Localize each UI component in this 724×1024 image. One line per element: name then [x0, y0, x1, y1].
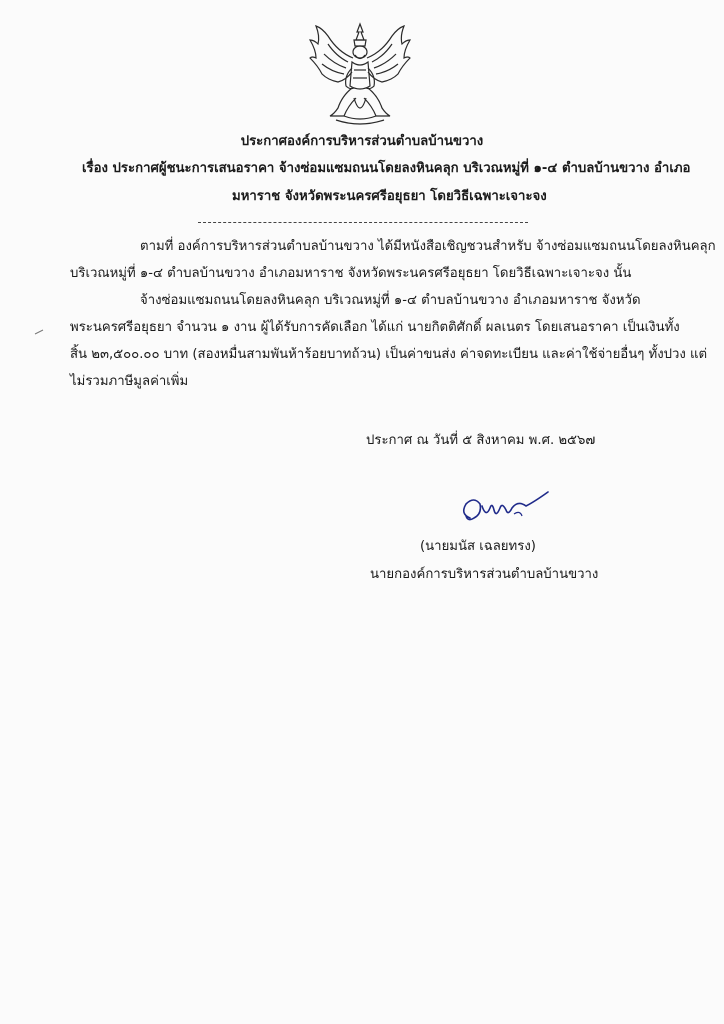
paragraph-2-line-4: ไม่รวมภาษีมูลค่าเพิ่ม: [70, 374, 189, 389]
subject-line-2: มหาราช จังหวัดพระนครศรีอยุธยา โดยวิธีเฉพาะเจาะจง: [232, 189, 547, 204]
paragraph-1-line-2: บริเวณหมู่ที่ ๑-๔ ตำบลบ้านขวาง อำเภอมหาราช จังหวัดพระนครศรีอยุธยา โดยวิธีเฉพาะเจาะจง นั้น: [70, 266, 632, 281]
organization-title: ประกาศองค์การบริหารส่วนตำบลบ้านขวาง: [240, 134, 484, 149]
separator-dashed-line: [198, 222, 528, 223]
paragraph-2-line-3: สิ้น ๒๓,๕๐๐.๐๐ บาท (สองหมื่นสามพันห้าร้อยบาทถ้วน) เป็นค่าขนส่ง ค่าจดทะเบียน และค่าใช้จ่ายอื่นๆ ทั้งปวง แต่: [70, 347, 708, 362]
paragraph-2-line-2: พระนครศรีอยุธยา จำนวน ๑ งาน ผู้ได้รับการคัดเลือก ได้แก่ นายกิตติศักดิ์ ผลเนตร โดยเสนอราคา เป็นเงินทั้ง: [70, 320, 680, 335]
subject-line-1: เรื่อง ประกาศผู้ชนะการเสนอราคา จ้างซ่อมแซมถนนโดยลงหินคลุก บริเวณหมู่ที่ ๑-๔ ตำบลบ้านขวาง อำเภอ: [82, 161, 691, 176]
margin-mark-icon: [34, 328, 44, 336]
signer-name: (นายมนัส เฉลยทรง): [420, 539, 536, 554]
paragraph-2-line-1: จ้างซ่อมแซมถนนโดยลงหินคลุก บริเวณหมู่ที่ ๑-๔ ตำบลบ้านขวาง อำเภอมหาราช จังหวัด: [140, 293, 641, 308]
announcement-date: ประกาศ ณ วันที่ ๕ สิงหาคม พ.ศ. ๒๕๖๗: [366, 433, 596, 448]
signer-title: นายกองค์การบริหารส่วนตำบลบ้านขวาง: [370, 567, 599, 582]
handwritten-signature-icon: [456, 488, 556, 530]
garuda-emblem-icon: [308, 22, 412, 128]
paragraph-1-line-1: ตามที่ องค์การบริหารส่วนตำบลบ้านขวาง ได้มีหนังสือเชิญชวนสำหรับ จ้างซ่อมแซมถนนโดยลงหินคลุก: [140, 239, 716, 254]
